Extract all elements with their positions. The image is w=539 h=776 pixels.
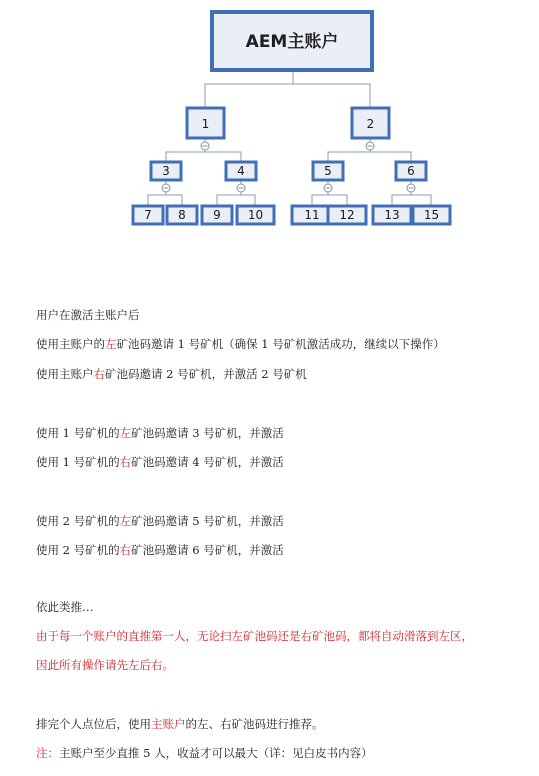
node-2-label: 2 — [366, 117, 375, 131]
warning-line: 因此所有操作请先左后右。 — [36, 658, 174, 672]
collapse-toggle-icon[interactable] — [407, 184, 415, 192]
root-node — [212, 12, 372, 70]
node-3 — [151, 162, 181, 180]
instruction-line: 使用 2 号矿机的左矿池码邀请 5 号矿机，并激活 — [36, 514, 284, 528]
collapse-toggle-icon[interactable] — [237, 184, 245, 192]
node-4 — [226, 162, 256, 180]
node-8 — [167, 206, 197, 224]
note-line: 注：主账户至少直推 5 人，收益才可以最大（详：见白皮书内容） — [36, 746, 373, 760]
node-9-label: 9 — [213, 208, 221, 222]
node-13 — [373, 206, 411, 224]
account-tree-diagram — [0, 0, 539, 240]
instruction-line: 依此类推… — [36, 600, 94, 614]
warning-line: 由于每一个账户的直推第一人，无论扫左矿池码还是右矿池码，都将自动滑落到左区， — [36, 629, 473, 643]
node-5-label: 5 — [324, 164, 332, 178]
instruction-line: 用户在激活主账户后 — [36, 308, 140, 322]
node-2 — [352, 108, 389, 138]
node-12-label: 12 — [339, 208, 355, 222]
node-5 — [313, 162, 343, 180]
node-9 — [202, 206, 232, 224]
node-11-label: 11 — [304, 208, 320, 222]
node-11 — [292, 206, 332, 224]
collapse-toggle-icon[interactable] — [366, 142, 374, 150]
collapse-toggle-icon[interactable] — [324, 184, 332, 192]
collapse-toggle-icon[interactable] — [162, 184, 170, 192]
node-15 — [413, 206, 450, 224]
node-1-label: 1 — [201, 117, 210, 131]
node-7-label: 7 — [144, 208, 152, 222]
instruction-line: 排完个人点位后，使用主账户的左、右矿池码进行推荐。 — [36, 717, 324, 731]
node-15-label: 15 — [423, 208, 440, 222]
node-10-label: 10 — [247, 208, 264, 222]
node-8-label: 8 — [178, 208, 186, 222]
instruction-line: 使用 1 号矿机的右矿池码邀请 4 号矿机，并激活 — [36, 455, 284, 469]
node-3-label: 3 — [162, 164, 170, 178]
node-1 — [187, 108, 224, 138]
collapse-toggle-icon[interactable] — [201, 142, 209, 150]
node-7 — [133, 206, 163, 224]
root-node-label: AEM主账户 — [245, 32, 339, 52]
node-12 — [328, 206, 366, 224]
instruction-line: 使用 2 号矿机的右矿池码邀请 6 号矿机，并激活 — [36, 543, 284, 557]
instruction-line: 使用 1 号矿机的左矿池码邀请 3 号矿机，并激活 — [36, 426, 284, 440]
node-13-label: 13 — [384, 208, 400, 222]
node-4-label: 4 — [237, 164, 245, 178]
instruction-line: 使用主账户的左矿池码邀请 1 号矿机（确保 1 号矿机激活成功，继续以下操作） — [36, 337, 445, 351]
node-10 — [237, 206, 274, 224]
node-6-label: 6 — [407, 164, 415, 178]
instruction-line: 使用主账户右矿池码邀请 2 号矿机，并激活 2 号矿机 — [36, 367, 307, 381]
node-6 — [396, 162, 426, 180]
